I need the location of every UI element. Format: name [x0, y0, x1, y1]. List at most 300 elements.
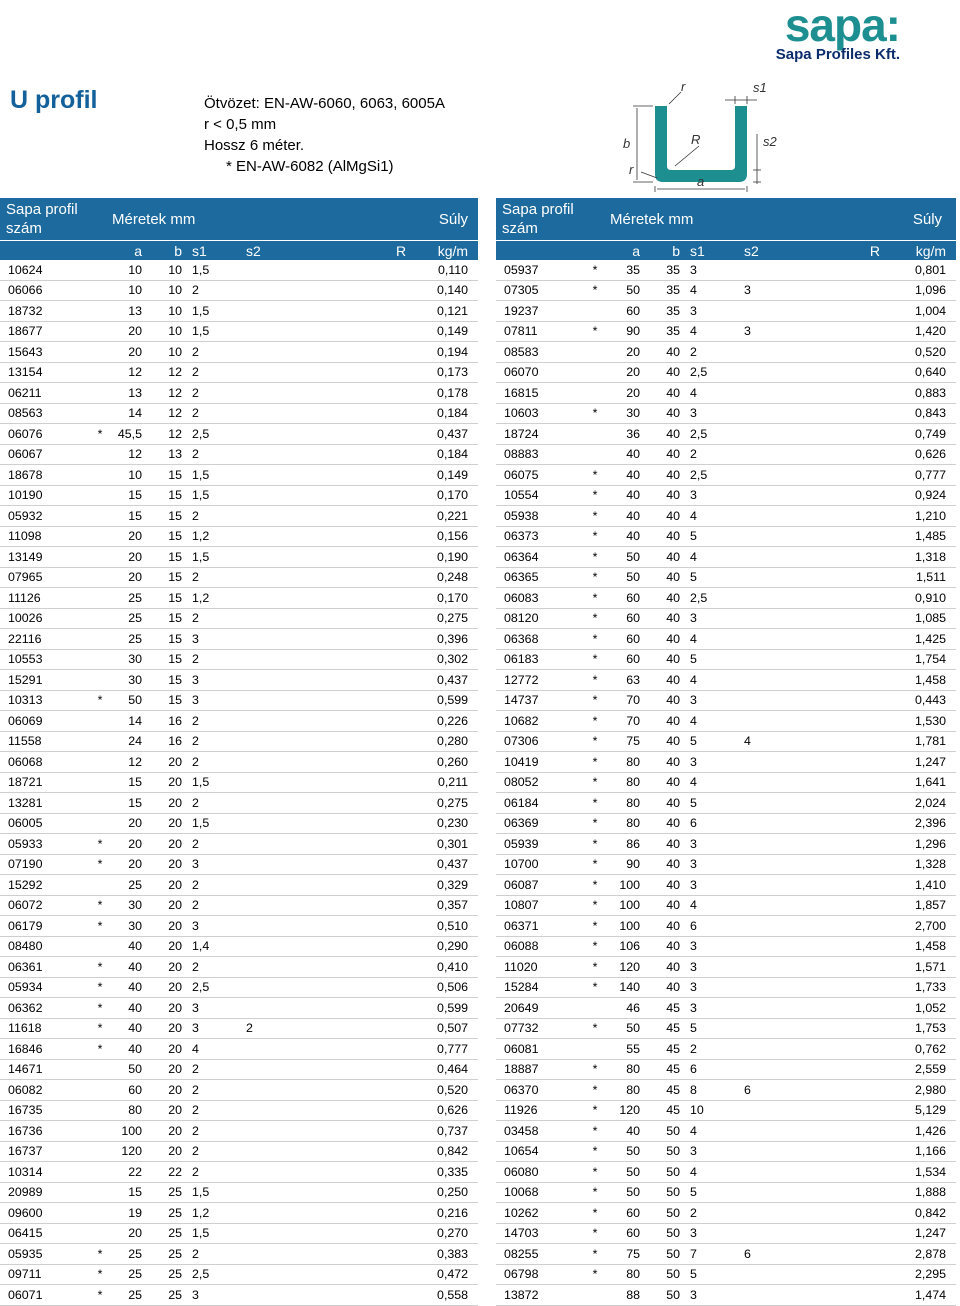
cell-dim-s1: 2: [188, 752, 242, 773]
cell-alloy-star: *: [584, 485, 606, 506]
cell-profile-id: 06371: [496, 916, 584, 937]
cell-dim-a: 25: [110, 1264, 146, 1285]
cell-dim-s1: 5: [686, 731, 740, 752]
cell-dim-a: 70: [606, 711, 644, 732]
cell-weight-kgm: 0,843: [880, 403, 956, 424]
cell-dim-s1: 6: [686, 916, 740, 937]
cell-dim-s1: 2: [188, 342, 242, 363]
cell-alloy-star: [90, 321, 110, 342]
cell-dim-s2: [740, 629, 780, 650]
cell-dim-s1: 5: [686, 1018, 740, 1039]
cell-dim-R: [780, 485, 880, 506]
table-row: [496, 690, 956, 711]
cell-dim-a: 80: [606, 1080, 644, 1101]
cell-dim-b: 15: [146, 588, 188, 609]
cell-alloy-star: *: [584, 1223, 606, 1244]
cell-dim-s2: [242, 1059, 282, 1080]
table-row: [496, 1100, 956, 1121]
cell-profile-id: 05932: [0, 506, 90, 527]
cell-alloy-star: [90, 608, 110, 629]
cell-dim-s2: [740, 998, 780, 1019]
cell-dim-s1: 4: [188, 1039, 242, 1060]
cell-dim-s1: 2: [188, 1141, 242, 1162]
cell-alloy-star: *: [584, 526, 606, 547]
cell-profile-id: 18887: [496, 1059, 584, 1080]
cell-weight-kgm: 0,329: [406, 875, 478, 896]
cell-dim-s2: [242, 1039, 282, 1060]
table-row: [0, 1182, 478, 1203]
cell-dim-s1: 3: [686, 957, 740, 978]
cell-profile-id: 06362: [0, 998, 90, 1019]
cell-dim-b: 40: [644, 547, 686, 568]
cell-weight-kgm: 1,857: [880, 895, 956, 916]
cell-dim-b: 45: [644, 998, 686, 1019]
cell-dim-b: 13: [146, 444, 188, 465]
table-row: [496, 772, 956, 793]
label-b: b: [623, 136, 631, 151]
cell-dim-s2: [242, 1121, 282, 1142]
cell-dim-b: 40: [644, 444, 686, 465]
cell-dim-a: 15: [110, 772, 146, 793]
cell-dim-s1: 2: [686, 444, 740, 465]
cell-weight-kgm: 5,129: [880, 1100, 956, 1121]
table-row: [496, 1059, 956, 1080]
cell-weight-kgm: 0,777: [406, 1039, 478, 1060]
table-row: [496, 629, 956, 650]
cell-dim-s1: 5: [686, 649, 740, 670]
cell-alloy-star: [90, 875, 110, 896]
cell-alloy-star: *: [584, 895, 606, 916]
cell-alloy-star: *: [90, 854, 110, 875]
brand-company: Sapa Profiles Kft.: [775, 46, 900, 63]
col-b: b: [146, 241, 188, 261]
cell-profile-id: 16846: [0, 1039, 90, 1060]
cell-profile-id: 19237: [496, 301, 584, 322]
cell-dim-s1: 4: [686, 895, 740, 916]
cell-dim-R: [780, 916, 880, 937]
cell-dim-R: [780, 403, 880, 424]
cell-weight-kgm: 0,883: [880, 383, 956, 404]
cell-profile-id: 06183: [496, 649, 584, 670]
cell-dim-a: 45,5: [110, 424, 146, 445]
cell-dim-R: [282, 1162, 406, 1183]
cell-dim-b: 15: [146, 670, 188, 691]
cell-dim-s1: 5: [686, 1182, 740, 1203]
cell-dim-R: [282, 1203, 406, 1224]
cell-dim-R: [282, 485, 406, 506]
table-row: [0, 1018, 478, 1039]
spec-notes: [204, 93, 445, 177]
cell-dim-R: [282, 1182, 406, 1203]
cell-dim-a: 10: [110, 465, 146, 486]
cell-alloy-star: *: [90, 1244, 110, 1265]
cell-weight-kgm: 0,640: [880, 362, 956, 383]
cell-dim-s2: [740, 1203, 780, 1224]
cell-weight-kgm: 1,534: [880, 1162, 956, 1183]
cell-dim-s2: [740, 301, 780, 322]
cell-dim-R: [282, 424, 406, 445]
cell-dim-s1: 1,2: [188, 588, 242, 609]
table-row: [0, 383, 478, 404]
cell-profile-id: 08255: [496, 1244, 584, 1265]
cell-alloy-star: *: [584, 1182, 606, 1203]
table-row: [0, 321, 478, 342]
table-row: [496, 649, 956, 670]
cell-weight-kgm: 2,024: [880, 793, 956, 814]
cell-dim-s1: 2: [188, 383, 242, 404]
cell-weight-kgm: 0,226: [406, 711, 478, 732]
page-title: U profil: [10, 86, 98, 114]
cell-dim-R: [780, 444, 880, 465]
cell-dim-R: [780, 280, 880, 301]
cell-dim-s1: 5: [686, 1264, 740, 1285]
cell-dim-b: 20: [146, 1141, 188, 1162]
cell-dim-a: 12: [110, 362, 146, 383]
cell-alloy-star: *: [584, 321, 606, 342]
cell-dim-b: 20: [146, 875, 188, 896]
cell-dim-s1: 2: [188, 1100, 242, 1121]
cell-profile-id: 07305: [496, 280, 584, 301]
cell-dim-a: 50: [110, 690, 146, 711]
cell-profile-id: 06083: [496, 588, 584, 609]
cell-alloy-star: [90, 362, 110, 383]
cell-dim-s1: 2: [188, 895, 242, 916]
table-row: [496, 813, 956, 834]
cell-weight-kgm: 0,156: [406, 526, 478, 547]
cell-dim-b: 12: [146, 424, 188, 445]
cell-dim-s1: 2: [188, 362, 242, 383]
cell-profile-id: 18721: [0, 772, 90, 793]
cell-dim-a: 20: [110, 1223, 146, 1244]
cell-dim-b: 40: [644, 383, 686, 404]
cell-dim-a: 60: [606, 629, 644, 650]
cell-dim-R: [780, 1203, 880, 1224]
cell-dim-s2: [242, 526, 282, 547]
cell-dim-R: [780, 875, 880, 896]
cell-dim-s1: 2: [686, 1203, 740, 1224]
cell-profile-id: 05937: [496, 260, 584, 280]
cell-weight-kgm: 1,296: [880, 834, 956, 855]
table-row: [0, 834, 478, 855]
cell-dim-R: [282, 567, 406, 588]
cell-alloy-star: *: [584, 1141, 606, 1162]
table-row: [0, 854, 478, 875]
cell-dim-a: 106: [606, 936, 644, 957]
cell-alloy-star: *: [584, 711, 606, 732]
cell-dim-a: 80: [606, 793, 644, 814]
cell-dim-b: 40: [644, 342, 686, 363]
cell-dim-b: 35: [644, 280, 686, 301]
cell-dim-R: [780, 793, 880, 814]
cell-alloy-star: *: [584, 936, 606, 957]
cell-dim-a: 140: [606, 977, 644, 998]
cell-dim-R: [780, 301, 880, 322]
cell-dim-s2: [242, 875, 282, 896]
cell-dim-s1: 1,5: [188, 301, 242, 322]
table-row: [496, 444, 956, 465]
cell-dim-s2: [740, 1100, 780, 1121]
cell-dim-s2: [242, 567, 282, 588]
cell-dim-a: 20: [110, 834, 146, 855]
cell-dim-s2: [242, 301, 282, 322]
cell-profile-id: 15643: [0, 342, 90, 363]
cell-weight-kgm: 0,777: [880, 465, 956, 486]
cell-dim-s2: [740, 772, 780, 793]
table-row: [496, 383, 956, 404]
cell-profile-id: 05933: [0, 834, 90, 855]
cell-dim-b: 15: [146, 485, 188, 506]
cell-dim-b: 40: [644, 977, 686, 998]
cell-profile-id: 05938: [496, 506, 584, 527]
cell-dim-s2: [242, 1285, 282, 1306]
cell-dim-b: 20: [146, 793, 188, 814]
cell-alloy-star: [90, 444, 110, 465]
cell-alloy-star: *: [584, 1018, 606, 1039]
cell-alloy-star: [90, 731, 110, 752]
cell-dim-b: 25: [146, 1203, 188, 1224]
cell-alloy-star: [90, 403, 110, 424]
cell-profile-id: 06080: [496, 1162, 584, 1183]
cell-weight-kgm: 0,410: [406, 957, 478, 978]
cell-dim-a: 10: [110, 260, 146, 280]
cell-dim-a: 14: [110, 403, 146, 424]
cell-dim-b: 15: [146, 547, 188, 568]
cell-dim-R: [780, 936, 880, 957]
cell-dim-a: 10: [110, 280, 146, 301]
cell-dim-a: 35: [606, 260, 644, 280]
cell-dim-R: [780, 690, 880, 711]
cell-dim-b: 20: [146, 854, 188, 875]
table-row: [0, 936, 478, 957]
cell-dim-s2: [740, 506, 780, 527]
col-s2: s2: [242, 241, 282, 261]
cell-dim-s1: 3: [188, 854, 242, 875]
table-row: [0, 526, 478, 547]
cell-dim-b: 10: [146, 260, 188, 280]
cell-alloy-star: *: [90, 895, 110, 916]
cell-dim-R: [780, 711, 880, 732]
table-row: [496, 1182, 956, 1203]
cell-dim-R: [282, 1141, 406, 1162]
col-s2: s2: [740, 241, 780, 261]
cell-alloy-star: *: [584, 403, 606, 424]
cell-dim-a: 20: [606, 383, 644, 404]
cell-dim-s2: [740, 485, 780, 506]
cell-dim-R: [282, 875, 406, 896]
cell-dim-b: 50: [644, 1223, 686, 1244]
cell-alloy-star: *: [90, 1018, 110, 1039]
cell-dim-s1: 2: [188, 875, 242, 896]
spec-radius: r < 0,5 mm: [204, 116, 277, 133]
cell-alloy-star: [90, 301, 110, 322]
cell-weight-kgm: 1,410: [880, 875, 956, 896]
cell-profile-id: 06087: [496, 875, 584, 896]
cell-alloy-star: *: [584, 465, 606, 486]
cell-profile-id: 06373: [496, 526, 584, 547]
cell-weight-kgm: 0,260: [406, 752, 478, 773]
cell-dim-s1: 1,4: [188, 936, 242, 957]
cell-alloy-star: [584, 342, 606, 363]
col-R: R: [780, 241, 880, 261]
cell-dim-b: 20: [146, 895, 188, 916]
cell-dim-s1: 3: [686, 875, 740, 896]
cell-alloy-star: [584, 362, 606, 383]
table-row: [0, 670, 478, 691]
cell-dim-s2: [740, 1121, 780, 1142]
cell-alloy-star: [90, 752, 110, 773]
sapa-logo: [776, 2, 900, 63]
cell-dim-a: 46: [606, 998, 644, 1019]
cell-dim-s1: 2: [188, 1080, 242, 1101]
cell-weight-kgm: 1,420: [880, 321, 956, 342]
cell-dim-b: 40: [644, 506, 686, 527]
table-row: [496, 998, 956, 1019]
cell-profile-id: 03458: [496, 1121, 584, 1142]
cell-weight-kgm: 0,275: [406, 608, 478, 629]
cell-weight-kgm: 0,302: [406, 649, 478, 670]
cell-dim-a: 20: [110, 526, 146, 547]
cell-weight-kgm: 0,520: [880, 342, 956, 363]
cell-weight-kgm: 0,184: [406, 403, 478, 424]
cell-weight-kgm: 0,149: [406, 321, 478, 342]
col-s1: s1: [188, 241, 242, 261]
cell-alloy-star: *: [584, 772, 606, 793]
cell-profile-id: 07306: [496, 731, 584, 752]
u-profile-diagram: [615, 74, 785, 192]
cell-dim-b: 20: [146, 1080, 188, 1101]
cell-profile-id: 06368: [496, 629, 584, 650]
cell-dim-s2: [242, 731, 282, 752]
cell-alloy-star: *: [584, 588, 606, 609]
table-row: [0, 977, 478, 998]
spec-footnote: * EN-AW-6082 (AlMgSi1): [226, 158, 394, 175]
table-row: [0, 1080, 478, 1101]
cell-alloy-star: [90, 1100, 110, 1121]
cell-alloy-star: [90, 1141, 110, 1162]
cell-dim-a: 86: [606, 834, 644, 855]
cell-alloy-star: *: [90, 916, 110, 937]
cell-dim-s1: 4: [686, 1121, 740, 1142]
cell-dim-R: [780, 1264, 880, 1285]
cell-dim-s2: [740, 342, 780, 363]
cell-dim-R: [282, 772, 406, 793]
cell-dim-b: 20: [146, 1100, 188, 1121]
cell-dim-s2: 6: [740, 1080, 780, 1101]
cell-weight-kgm: 1,474: [880, 1285, 956, 1306]
cell-dim-b: 40: [644, 772, 686, 793]
cell-alloy-star: *: [584, 834, 606, 855]
cell-alloy-star: *: [584, 1080, 606, 1101]
cell-weight-kgm: 0,626: [880, 444, 956, 465]
cell-dim-R: [780, 649, 880, 670]
cell-profile-id: 05939: [496, 834, 584, 855]
cell-dim-b: 45: [644, 1018, 686, 1039]
cell-weight-kgm: 0,443: [880, 690, 956, 711]
cell-weight-kgm: 0,170: [406, 485, 478, 506]
cell-dim-s1: 4: [686, 629, 740, 650]
cell-dim-s1: 2: [188, 711, 242, 732]
cell-dim-s2: [740, 383, 780, 404]
cell-dim-a: 50: [606, 1162, 644, 1183]
cell-dim-b: 25: [146, 1264, 188, 1285]
cell-profile-id: 05935: [0, 1244, 90, 1265]
cell-dim-s1: 7: [686, 1244, 740, 1265]
cell-dim-s2: [740, 465, 780, 486]
cell-dim-b: 45: [644, 1039, 686, 1060]
cell-dim-a: 40: [110, 936, 146, 957]
cell-dim-R: [282, 834, 406, 855]
cell-dim-s2: [740, 362, 780, 383]
cell-dim-R: [282, 977, 406, 998]
cell-dim-a: 20: [110, 567, 146, 588]
cell-dim-s1: 4: [686, 280, 740, 301]
table-row: [496, 793, 956, 814]
cell-dim-b: 20: [146, 1059, 188, 1080]
table-row: [0, 711, 478, 732]
col-kgm: kg/m: [406, 241, 478, 261]
cell-dim-b: 40: [644, 731, 686, 752]
cell-dim-R: [780, 1059, 880, 1080]
cell-dim-R: [780, 895, 880, 916]
cell-dim-b: 16: [146, 731, 188, 752]
cell-weight-kgm: 0,383: [406, 1244, 478, 1265]
cell-alloy-star: [90, 711, 110, 732]
cell-dim-s2: [242, 854, 282, 875]
cell-dim-s1: 2: [188, 731, 242, 752]
cell-dim-s2: [740, 567, 780, 588]
cell-profile-id: 10190: [0, 485, 90, 506]
cell-dim-b: 40: [644, 649, 686, 670]
table-row: [0, 1141, 478, 1162]
cell-dim-b: 35: [644, 301, 686, 322]
cell-profile-id: 06066: [0, 280, 90, 301]
cell-dim-s2: [242, 362, 282, 383]
cell-dim-s1: 2,5: [686, 588, 740, 609]
cell-dim-R: [282, 998, 406, 1019]
cell-dim-s1: 2,5: [188, 977, 242, 998]
cell-dim-s2: [242, 711, 282, 732]
cell-profile-id: 11020: [496, 957, 584, 978]
cell-dim-s2: [242, 506, 282, 527]
cell-dim-R: [780, 1039, 880, 1060]
cell-dim-b: 15: [146, 629, 188, 650]
cell-dim-b: 25: [146, 1182, 188, 1203]
cell-dim-b: 50: [644, 1162, 686, 1183]
cell-dim-R: [282, 608, 406, 629]
cell-dim-R: [282, 321, 406, 342]
cell-profile-id: 12772: [496, 670, 584, 691]
cell-dim-s1: 6: [686, 813, 740, 834]
cell-dim-s1: 3: [686, 834, 740, 855]
cell-profile-id: 15284: [496, 977, 584, 998]
cell-dim-b: 20: [146, 957, 188, 978]
cell-weight-kgm: 1,753: [880, 1018, 956, 1039]
cell-weight-kgm: 0,626: [406, 1100, 478, 1121]
cell-dim-s1: 1,5: [188, 260, 242, 280]
cell-dim-R: [282, 506, 406, 527]
cell-dim-b: 10: [146, 342, 188, 363]
table-row: [0, 362, 478, 383]
cell-profile-id: 06069: [0, 711, 90, 732]
cell-alloy-star: *: [584, 1264, 606, 1285]
cell-dim-R: [282, 670, 406, 691]
table-row: [496, 485, 956, 506]
cell-dim-s1: 3: [686, 1141, 740, 1162]
cell-dim-R: [282, 280, 406, 301]
cell-alloy-star: *: [584, 977, 606, 998]
cell-dim-s2: [740, 526, 780, 547]
table-row: [0, 342, 478, 363]
